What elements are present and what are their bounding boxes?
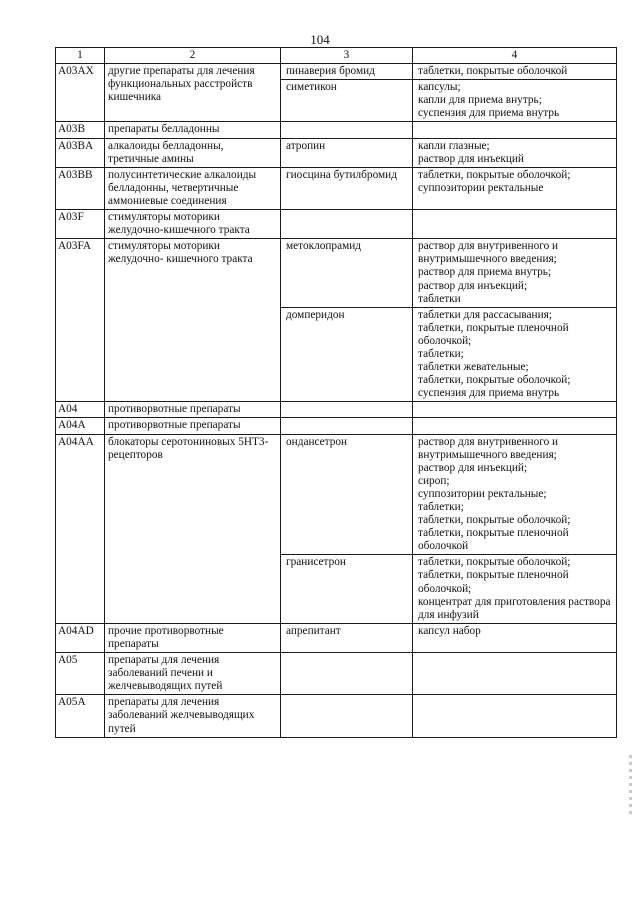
table-row	[56, 64, 617, 80]
dosage-form-item: таблетки	[418, 292, 461, 305]
dosage-form-item: таблетки, покрытые оболочкой;	[418, 556, 571, 569]
dosage-forms-cell	[413, 167, 617, 209]
header-row	[56, 48, 617, 64]
margin-mark	[629, 755, 632, 817]
dosage-forms-cell	[413, 64, 617, 80]
table-row	[56, 122, 617, 138]
group-name-cell: препараты для лечения заболеваний желчевыводящих путей	[105, 695, 281, 737]
table-row	[56, 402, 617, 418]
dosage-form-item: таблетки, покрытые оболочкой;	[418, 374, 571, 387]
atc-code-cell: A03B	[56, 122, 105, 138]
column-header-1: 1	[56, 48, 105, 64]
dosage-form-item: суспензия для приема внутрь	[418, 107, 560, 120]
group-name-cell: алкалоиды белладонны, третичные амины	[105, 138, 281, 167]
dosage-forms-cell	[413, 402, 617, 418]
drug-name-cell	[281, 418, 413, 434]
dosage-form-item: суппозитории ректальные;	[418, 487, 547, 500]
dosage-form-item: капсулы;	[418, 81, 461, 94]
atc-code-cell: A03FA	[56, 239, 105, 402]
atc-code-cell: A04	[56, 402, 105, 418]
drug-name-cell	[281, 402, 413, 418]
dosage-form-item: сироп;	[418, 474, 450, 487]
dosage-form-item: таблетки, покрытые пленочной оболочкой	[418, 527, 569, 553]
group-name-cell: полусинтетические алкалоиды белладонны, четвертичные аммониевые соединения	[105, 167, 281, 209]
drug-name-cell: симетикон	[281, 80, 413, 122]
atc-code-cell: A03AX	[56, 64, 105, 122]
dosage-forms-cell	[413, 695, 617, 737]
dosage-form-item: раствор для внутривенного и внутримышечного введения;	[418, 435, 559, 461]
dosage-form-item: суспензия для приема внутрь	[418, 387, 560, 400]
atc-code-cell: A03F	[56, 210, 105, 239]
dosage-forms-cell	[413, 138, 617, 167]
atc-code-cell: A04AD	[56, 623, 105, 652]
atc-code-cell: A03BB	[56, 167, 105, 209]
drug-name-cell: гранисетрон	[281, 555, 413, 623]
dosage-form-item: таблетки, покрытые пленочной оболочкой;	[418, 321, 569, 347]
drug-table	[55, 47, 617, 738]
table-row	[56, 418, 617, 434]
dosage-form-item: капли глазные;	[418, 139, 490, 152]
group-name-cell: другие препараты для лечения функциональных расстройств кишечника	[105, 64, 281, 122]
group-name-cell: стимуляторы моторики желудочно-кишечного тракта	[105, 210, 281, 239]
dosage-forms-cell	[413, 555, 617, 623]
column-header-2: 2	[105, 48, 281, 64]
dosage-forms-cell	[413, 434, 617, 555]
table-row	[56, 239, 617, 307]
atc-code-cell: A04A	[56, 418, 105, 434]
drug-name-cell: метоклопрамид	[281, 239, 413, 307]
page-number: 104	[310, 32, 330, 47]
dosage-form-item: таблетки для рассасывания;	[418, 308, 552, 321]
table-body	[56, 64, 617, 738]
dosage-form-item: концентрат для приготовления раствора для инфузий	[418, 595, 611, 621]
dosage-form-item: таблетки, покрытые оболочкой;	[418, 514, 571, 527]
table-row	[56, 210, 617, 239]
group-name-cell: блокаторы серотониновых 5HT3-рецепторов	[105, 434, 281, 623]
table-row	[56, 434, 617, 555]
column-header-3: 3	[281, 48, 413, 64]
table-row	[56, 695, 617, 737]
dosage-form-item: раствор для инъекций;	[418, 279, 528, 292]
group-name-cell: препараты белладонны	[105, 122, 281, 138]
group-name-cell: противорвотные препараты	[105, 402, 281, 418]
atc-code-cell: A05A	[56, 695, 105, 737]
group-name-cell: противорвотные препараты	[105, 418, 281, 434]
dosage-form-item: суппозитории ректальные	[418, 181, 544, 194]
group-name-cell: стимуляторы моторики желудочно- кишечного тракта	[105, 239, 281, 402]
dosage-form-item: раствор для инъекций	[418, 152, 524, 165]
dosage-form-item: таблетки, покрытые оболочкой;	[418, 168, 571, 181]
dosage-form-item: таблетки;	[418, 501, 464, 513]
drug-name-cell	[281, 122, 413, 138]
dosage-forms-cell	[413, 210, 617, 239]
drug-name-cell	[281, 653, 413, 695]
table-row	[56, 623, 617, 652]
column-header-4: 4	[413, 48, 617, 64]
drug-name-cell: апрепитант	[281, 623, 413, 652]
dosage-form-item: таблетки;	[418, 347, 464, 360]
dosage-form-item: раствор для инъекций;	[418, 461, 528, 474]
drug-name-cell: гиосцина бутилбромид	[281, 167, 413, 209]
table-row	[56, 138, 617, 167]
drug-name-cell: пинаверия бромид	[281, 64, 413, 80]
dosage-forms-cell	[413, 623, 617, 652]
dosage-form-item: капсул набор	[418, 624, 481, 637]
atc-code-cell: A03BA	[56, 138, 105, 167]
dosage-form-item: раствор для приема внутрь;	[418, 266, 552, 279]
drug-name-cell	[281, 695, 413, 737]
dosage-forms-cell	[413, 122, 617, 138]
dosage-forms-cell	[413, 653, 617, 695]
atc-code-cell: A05	[56, 653, 105, 695]
dosage-forms-cell	[413, 307, 617, 402]
group-name-cell: прочие противорвотные препараты	[105, 623, 281, 652]
dosage-form-item: таблетки, покрытые пленочной оболочкой;	[418, 569, 569, 595]
table-row	[56, 653, 617, 695]
drug-name-cell	[281, 210, 413, 239]
table-row	[56, 167, 617, 209]
dosage-form-item: таблетки, покрытые оболочкой	[418, 65, 568, 78]
dosage-forms-cell	[413, 80, 617, 122]
drug-name-cell: домперидон	[281, 307, 413, 402]
drug-name-cell: ондансетрон	[281, 434, 413, 555]
dosage-form-item: капли для приема внутрь;	[418, 94, 542, 107]
dosage-form-item: раствор для внутривенного и внутримышечного введения;	[418, 240, 559, 266]
dosage-forms-cell	[413, 418, 617, 434]
atc-code-cell: A04AA	[56, 434, 105, 623]
group-name-cell: препараты для лечения заболеваний печени и желчевыводящих путей	[105, 653, 281, 695]
dosage-forms-cell	[413, 239, 617, 307]
drug-name-cell: атропин	[281, 138, 413, 167]
dosage-form-item: таблетки жевательные;	[418, 361, 529, 374]
